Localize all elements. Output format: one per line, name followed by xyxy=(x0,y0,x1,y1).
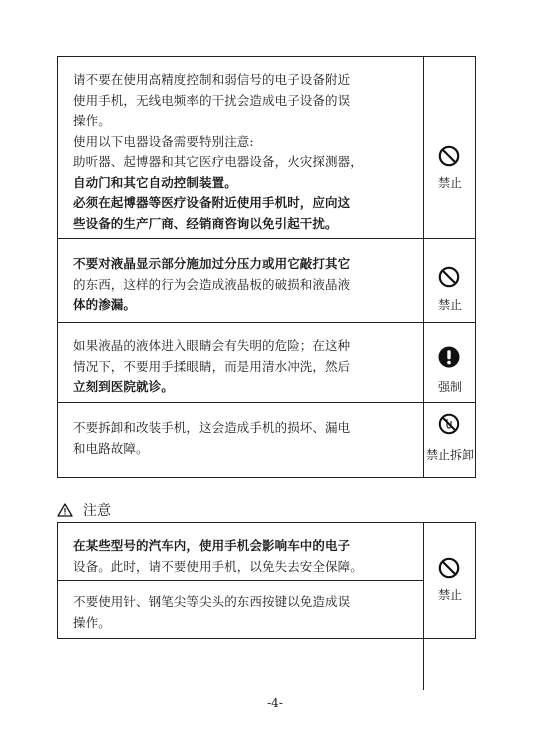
prohibited-label: 禁止 xyxy=(437,176,462,190)
warning-triangle-icon xyxy=(57,503,73,517)
mandatory-icon xyxy=(438,346,460,368)
text-line: 不要对液晶显示部分施加过分压力或用它敲打其它 xyxy=(73,256,351,271)
sharp-object-caution-text xyxy=(73,592,373,633)
table2-column-divider xyxy=(423,522,424,690)
no-disassembly-label: 禁止拆卸 xyxy=(425,448,474,462)
caution-heading xyxy=(57,500,111,520)
prohibited-icon xyxy=(438,266,460,288)
text-line: 不要使用针、钢笔尖等尖头的东西按键以免造成误 xyxy=(73,594,351,609)
text-line: 些设备的生产厂商、经销商咨询以免引起干扰。 xyxy=(73,215,338,231)
text-line: 情况下，不要用手揉眼睛，而是用清水冲洗，然后 xyxy=(73,358,351,374)
text-line: 使用手机，无线电频率的干扰会造成电子设备的误 xyxy=(73,92,351,108)
caution-title: 注意 xyxy=(83,503,111,519)
text-line: 体的渗漏。 xyxy=(73,297,137,312)
text-line: 自动门和其它自动控制装置。 xyxy=(73,174,237,190)
table2-row-divider xyxy=(57,580,423,581)
disassembly-warning-text xyxy=(73,418,373,459)
text-line: 和电路故障。 xyxy=(73,440,149,456)
table1-column-divider xyxy=(423,56,424,478)
prohibited-icon xyxy=(438,557,460,579)
text-line: 请不要在使用高精度控制和弱信号的电子设备附近 xyxy=(73,72,351,87)
text-line: 必须在起博器等医疗设备附近使用手机时，应向这 xyxy=(73,195,351,210)
prohibited-label: 禁止 xyxy=(437,588,462,602)
text-line: 使用以下电器设备需要特别注意: xyxy=(73,133,254,149)
table2-bottom-border xyxy=(57,638,476,639)
text-line: 操作。 xyxy=(73,113,111,128)
table2-top-border xyxy=(57,522,476,523)
prohibited-label: 禁止 xyxy=(437,298,462,312)
text-line: 助听器、起博器和其它医疗电器设备，火灾探测器， xyxy=(73,154,363,169)
text-line: 操作。 xyxy=(73,614,111,630)
no-disassembly-icon xyxy=(438,413,460,435)
table2-right-border xyxy=(475,522,476,639)
vehicle-electronics-caution-text xyxy=(73,536,373,577)
table1-row-divider xyxy=(57,238,476,239)
text-line: 的东西，这样的行为会造成液晶板的破损和液晶液 xyxy=(73,276,351,292)
text-line: 立刻到医院就诊。 xyxy=(73,379,174,394)
table1-right-border xyxy=(475,56,476,478)
table1-row-divider xyxy=(57,402,476,403)
table1-row-divider xyxy=(57,322,476,323)
mandatory-label: 强制 xyxy=(437,380,462,394)
table1-top-border xyxy=(57,56,476,57)
text-line: 不要拆卸和改装手机，这会造成手机的损坏、漏电 xyxy=(73,420,351,435)
lcd-liquid-eye-warning-text xyxy=(73,336,373,398)
text-line: 在某些型号的汽车内，使用手机会影响车中的电子 xyxy=(73,538,351,553)
page-number: -4- xyxy=(267,696,283,710)
text-line: 设备。此时，请不要使用手机，以免失去安全保障。 xyxy=(73,558,363,574)
lcd-pressure-warning-text xyxy=(73,254,373,316)
table1-left-border xyxy=(57,56,58,478)
interference-warning-text xyxy=(73,70,373,234)
table1-bottom-border xyxy=(57,477,476,478)
prohibited-icon xyxy=(438,145,460,167)
text-line: 如果液晶的液体进入眼睛会有失明的危险；在这种 xyxy=(73,338,351,353)
